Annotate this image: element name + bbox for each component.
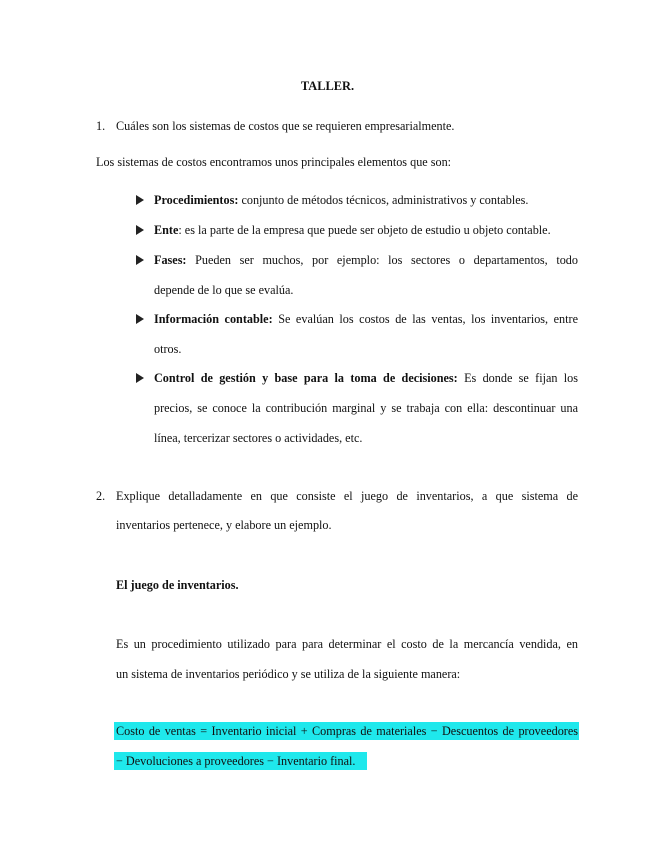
- arrow-bullet-icon: [136, 225, 144, 235]
- bullet-text: Pueden ser muchos, por ejemplo: los sectores o departamentos, todo: [195, 253, 578, 267]
- question-1-text: Cuáles son los sistemas de costos que se requieren empresarialmente.: [116, 119, 455, 133]
- description-paragraph: Es un procedimiento utilizado para para determinar el costo de la mercancía vendida, en: [116, 637, 578, 651]
- arrow-bullet-icon: [136, 373, 144, 383]
- bullet-ente: [154, 223, 551, 238]
- bullet-text-continued: precios, se conoce la contribución marginal y se trabaja con ella: descontinuar una: [154, 401, 578, 415]
- question-2-text-continued: inventarios pertenece, y elabore un ejemplo.: [116, 518, 332, 532]
- bullet-text-continued: depende de lo que se evalúa.: [154, 283, 294, 297]
- bullet-term: Información contable:: [154, 312, 273, 326]
- formula-line-2: − Devoluciones a proveedores − Inventario final.: [116, 754, 356, 768]
- bullet-control-de-gestion: [154, 371, 578, 386]
- bullet-term: Control de gestión y base para la toma de decisiones:: [154, 371, 458, 385]
- bullet-text: conjunto de métodos técnicos, administrativos y contables.: [241, 193, 529, 207]
- formula-line-1: Costo de ventas = Inventario inicial + Compras de materiales − Descuentos de proveedores: [116, 724, 578, 738]
- bullet-informacion-contable: [154, 312, 578, 327]
- arrow-bullet-icon: [136, 255, 144, 265]
- bullet-text-continued: otros.: [154, 342, 182, 356]
- section-subheading: El juego de inventarios.: [116, 578, 239, 592]
- bullet-text-continued: línea, tercerizar sectores o actividades, etc.: [154, 431, 363, 445]
- bullet-text: Es donde se fijan los: [464, 371, 579, 385]
- question-1-number: 1.: [96, 119, 106, 133]
- bullet-term: Fases:: [154, 253, 187, 267]
- arrow-bullet-icon: [136, 314, 144, 324]
- bullet-text: : es la parte de la empresa que puede ser objeto de estudio u objeto contable.: [178, 223, 551, 237]
- bullet-fases: [154, 253, 578, 268]
- arrow-bullet-icon: [136, 195, 144, 205]
- question-2-text: Explique detalladamente en que consiste el juego de inventarios, a que sistema de: [116, 489, 578, 503]
- bullet-text: Se evalúan los costos de las ventas, los inventarios, entre: [278, 312, 579, 326]
- question-2-number: 2.: [96, 489, 106, 503]
- page-title: TALLER.: [300, 79, 355, 93]
- intro-paragraph: Los sistemas de costos encontramos unos principales elementos que son:: [96, 155, 452, 169]
- bullet-term: Procedimientos:: [154, 193, 239, 207]
- description-paragraph-continued: un sistema de inventarios periódico y se utiliza de la siguiente manera:: [116, 667, 461, 681]
- bullet-term: Ente: [154, 223, 179, 237]
- bullet-procedimientos: [154, 193, 528, 208]
